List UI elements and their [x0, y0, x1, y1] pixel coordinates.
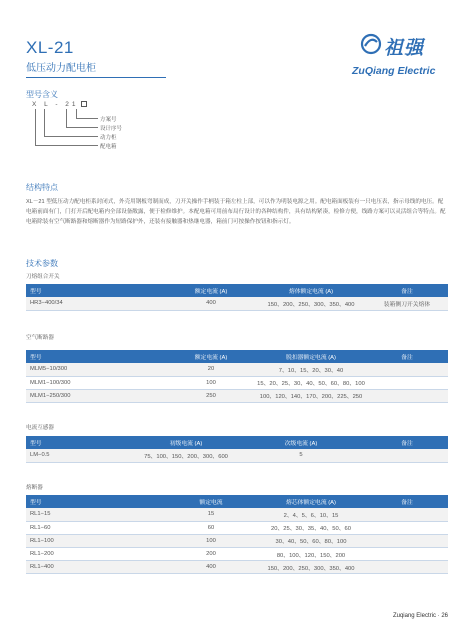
table-header-row [26, 284, 448, 297]
cell: 400 [166, 297, 256, 310]
table-row [26, 561, 448, 574]
cell [366, 449, 448, 462]
cell: 100 [166, 534, 256, 547]
model-label-power: 动力柜 [100, 135, 117, 141]
cell: 20 [166, 363, 256, 376]
features-heading: 结构特点 [26, 183, 58, 192]
cell: MLM1−100/300 [26, 376, 166, 389]
transformer-table [26, 436, 448, 463]
page-footer: Zuqiang Electric · 26 [392, 613, 448, 619]
cell: 200 [166, 548, 256, 561]
page-subtitle: 低压动力配电柜 [26, 63, 96, 74]
title-rule [26, 77, 166, 78]
cell [366, 521, 448, 534]
fuse-table [26, 495, 448, 574]
col-header: 熔体额定电流 (A) [256, 284, 366, 297]
cell: 400 [166, 561, 256, 574]
col-header: 初级电流 (A) [136, 436, 236, 449]
model-label-scheme: 方案号 [100, 117, 117, 123]
breaker-table [26, 350, 448, 403]
cell: RL1−400 [26, 561, 166, 574]
col-header: 型号 [26, 436, 136, 449]
cell: 2、4、5、6、10、15 [256, 508, 366, 521]
cell: RL1−15 [26, 508, 166, 521]
table-header-row [26, 495, 448, 508]
cell: 250 [166, 389, 256, 402]
tech-params-heading: 技术参数 [26, 259, 58, 268]
cell: 15 [166, 508, 256, 521]
cell: 15、20、25、30、40、50、60、80、100 [256, 376, 366, 389]
logo-chinese-name: 祖强 [384, 38, 425, 59]
model-label-design: 设计序号 [100, 126, 123, 132]
table-row [26, 548, 448, 561]
switch-table [26, 284, 448, 311]
table-label-breaker: 空气断路器 [26, 335, 54, 341]
model-placeholder-box [81, 101, 87, 107]
table-row [26, 534, 448, 547]
cell: MLM1−250/300 [26, 389, 166, 402]
cell: 60 [166, 521, 256, 534]
cell: 100 [166, 376, 256, 389]
cell [366, 561, 448, 574]
cell: 装箱侧刀开关熔体 [366, 297, 448, 310]
col-header: 型号 [26, 350, 166, 363]
logo-english-name: ZuQiang Electric [352, 65, 436, 77]
col-header: 型号 [26, 495, 166, 508]
model-code [32, 101, 87, 108]
table-label-switch: 刀熔组合开关 [26, 274, 60, 280]
model-meaning-heading: 型号含义 [26, 90, 58, 99]
cell [366, 389, 448, 402]
col-header: 额定电流 [166, 495, 256, 508]
page-number: 26 [441, 613, 448, 619]
table-label-fuse: 熔断器 [26, 485, 43, 491]
cell [366, 508, 448, 521]
cell: RL1−100 [26, 534, 166, 547]
logo-mark-icon [360, 33, 382, 55]
cell [366, 534, 448, 547]
company-logo [352, 33, 448, 81]
cell [366, 548, 448, 561]
model-label-box: 配电箱 [100, 144, 117, 150]
col-header: 额定电流 (A) [166, 284, 256, 297]
cell: 5 [236, 449, 366, 462]
model-code-text: X L - 21 [32, 101, 79, 108]
cell [366, 363, 448, 376]
cell: 80、100、120、150、200 [256, 548, 366, 561]
table-header-row [26, 436, 448, 449]
cell: 100、120、140、170、200、225、250 [256, 389, 366, 402]
col-header: 脱扣器额定电流 (A) [256, 350, 366, 363]
col-header: 型号 [26, 284, 166, 297]
col-header: 额定电流 (A) [166, 350, 256, 363]
cell: MLM5−10/300 [26, 363, 166, 376]
page-title: XL-21 [26, 38, 74, 57]
table-row [26, 521, 448, 534]
cell: 30、40、50、60、80、100 [256, 534, 366, 547]
table-row [26, 376, 448, 389]
cell: LM−0.5 [26, 449, 136, 462]
col-header: 备注 [366, 350, 448, 363]
cell [366, 376, 448, 389]
cell: 150、200、250、300、350、400 [256, 561, 366, 574]
cell: 150、200、250、300、350、400 [256, 297, 366, 310]
cell: 75、100、150、200、300、600 [136, 449, 236, 462]
cell: HR3−400/34 [26, 297, 166, 310]
footer-brand: Zuqiang Electric [392, 613, 436, 619]
table-row [26, 389, 448, 402]
cell: 20、25、30、35、40、50、60 [256, 521, 366, 534]
col-header: 熔芯体额定电流 (A) [256, 495, 366, 508]
table-header-row [26, 350, 448, 363]
table-row [26, 363, 448, 376]
table-row [26, 508, 448, 521]
table-row [26, 449, 448, 462]
table-row [26, 297, 448, 310]
col-header: 备注 [366, 436, 448, 449]
table-label-transformer: 电流互感器 [26, 425, 54, 431]
col-header: 备注 [366, 284, 448, 297]
cell: RL1−200 [26, 548, 166, 561]
cell: RL1−60 [26, 521, 166, 534]
cell: 7、10、15、20、30、40 [256, 363, 366, 376]
col-header: 备注 [366, 495, 448, 508]
col-header: 次级电流 (A) [236, 436, 366, 449]
features-paragraph: XL－21 型低压动力配电柜系封闭式，外壳用钢板弯制而成，刀开关操作手柄装于箱左柱上部，可以作为明装电源之用。配电箱面板装有一只电压表，指示母线的电压。配电箱前面有门，门打开后配电箱内全部设备敞露，便于检修维护。本配电箱可用前布局行设计的各种结构件，具有结构紧凑，检修方便，线路方案可以灵活组合等特点。配电箱除装有空气断路器和熔断器作为短路保护外，还装有接触器和热继电器，箱前门可按操作按钮和指示灯。 [26, 199, 446, 226]
